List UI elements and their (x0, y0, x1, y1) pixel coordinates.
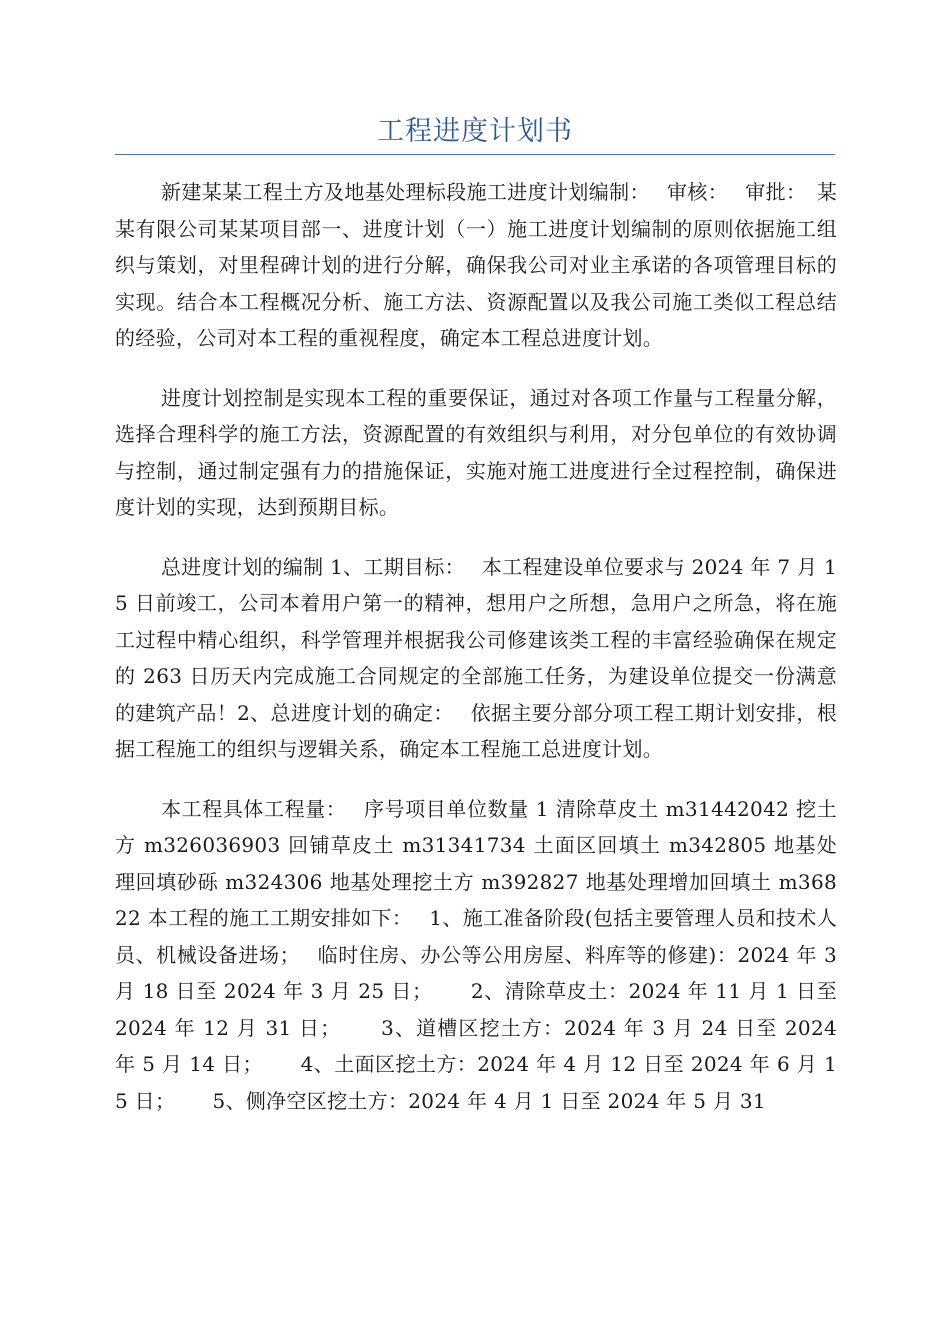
document-title: 工程进度计划书 (377, 116, 573, 147)
paragraph-progress-control: 进度计划控制是实现本工程的重要保证，通过对各项工作量与工程量分解，选择合理科学的施工方法，资源配置的有效组织与利用，对分包单位的有效协调与控制，通过制定强有力的措施保证，实施对施工进度进行全过程控制，确保进度计划的实现，达到预期目标。 (115, 385, 837, 519)
paragraph-quantities-schedule: 本工程具体工程量： 序号项目单位数量 1 清除草皮土 m31442042 挖土方 m326036903 回铺草皮土 m31341734 土面区回填土 m342805 地基处理回填砂砾 m324306 地基处理挖土方 m392827 地基处理增加回填土 m36822 本工程的施工工期安排如下： 1、施工准备阶段(包括主要管理人员和技术人员、机械设备进场； 临时住房、办公等公用房屋、料库等的修建)：2024 年 3 月 18 日至 2024 年 3 月 25 日； 2、清除草皮土：2024 年 11 月 1 日至 2024 年 12 月 31 日； 3、道槽区挖土方：2024 年 3 月 24 日至 2024 年 5 月 14 日； 4、土面区挖土方：2024 年 4 月 12 日至 2024 年 6 月 15 日； 5、侧净空区挖土方：2024 年 4 月 1 日至 2024 年 5 月 31 (115, 796, 837, 1113)
title-underline (115, 154, 835, 155)
paragraph-intro: 新建某某工程土方及地基处理标段施工进度计划编制： 审核： 审批： 某某有限公司某某项目部一、进度计划（一）施工进度计划编制的原则依据施工组织与策划，对里程碑计划的进行分解，确保我公司对业主承诺的各项管理目标的实现。结合本工程概况分析、施工方法、资源配置以及我公司施工类似工程总结的经验，公司对本工程的重视程度，确定本工程总进度计划。 (115, 180, 837, 350)
document-body (115, 174, 837, 1142)
paragraph-schedule-target: 总进度计划的编制 1、工期目标： 本工程建设单位要求与 2024 年 7 月 15 日前竣工，公司本着用户第一的精神，想用户之所想，急用户之所急，将在施工过程中精心组织，科学管理并根据我公司修建该类工程的丰富经验确保在规定的 263 日历天内完成施工合同规定的全部施工任务，为建设单位提交一份满意的建筑产品！2、总进度计划的确定： 依据主要分部分项工程工期计划安排，根据工程施工的组织与逻辑关系，确定本工程施工总进度计划。 (115, 554, 837, 761)
